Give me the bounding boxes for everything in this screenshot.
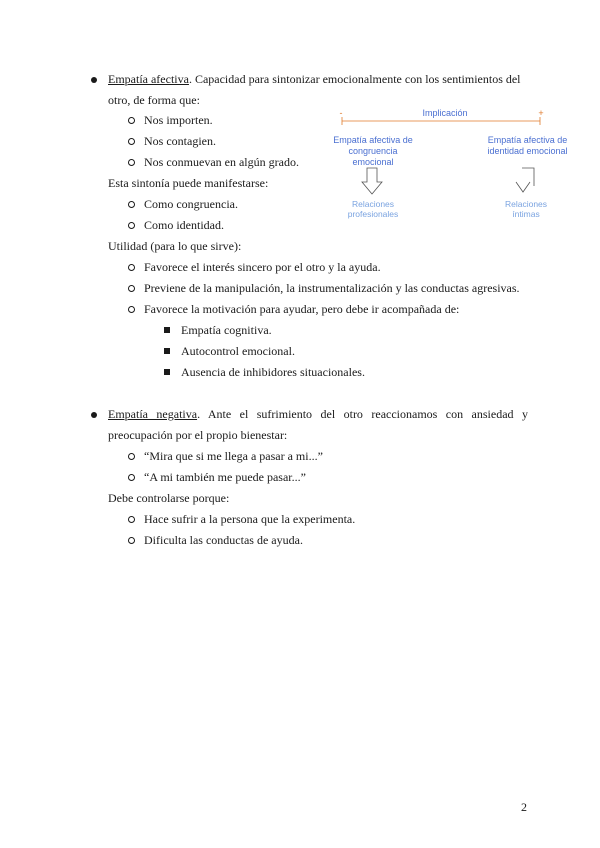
- right-title: Empatía afectiva de identidad emocional: [487, 135, 568, 156]
- bullet-circle: [128, 159, 135, 166]
- quote-item: “Mira que si me llega a pasar a mi...”: [144, 449, 323, 463]
- bullet-circle: [128, 537, 135, 544]
- axis-minus: -: [339, 108, 343, 118]
- bullet-circle: [128, 264, 135, 271]
- utilidad-item: Favorece el interés sincero por el otro y la ayuda.: [144, 260, 381, 274]
- left-result: Relaciones profesionales: [347, 199, 399, 219]
- section2-intro-line2: preocupación por el propio bienestar:: [108, 428, 288, 442]
- bullet-circle: [128, 285, 135, 292]
- axis-plus: +: [538, 108, 544, 118]
- page-number: 2: [521, 800, 527, 814]
- controlar-label: Debe controlarse porque:: [108, 491, 230, 505]
- sintonia-item: Como congruencia.: [144, 197, 238, 211]
- bullet-circle: [128, 117, 135, 124]
- bullet-circle: [128, 474, 135, 481]
- bullet-circle: [128, 201, 135, 208]
- bullet-square: [164, 348, 170, 354]
- utilidad-item: Previene de la manipulación, la instrumentalización y las conductas agresivas.: [144, 281, 520, 295]
- effect-item: Nos conmuevan en algún grado.: [144, 155, 299, 169]
- term-empatia-afectiva: Empatía afectiva: [108, 72, 189, 86]
- down-arrow-icon: [362, 168, 382, 194]
- effect-item: Nos contagien.: [144, 134, 216, 148]
- bullet-square: [164, 369, 170, 375]
- controlar-item: Dificulta las conductas de ayuda.: [144, 533, 303, 547]
- bullet-circle: [128, 138, 135, 145]
- bullet-square: [164, 327, 170, 333]
- requisito-item: Empatía cognitiva.: [181, 323, 272, 337]
- right-result: Relaciones íntimas: [504, 199, 548, 219]
- bullet-circle: [128, 222, 135, 229]
- effect-item: Nos importen.: [144, 113, 213, 127]
- left-title: Empatía afectiva de congruencia emocional: [333, 135, 413, 167]
- section1-intro: Empatía afectiva. Capacidad para sintonizar emocionalmente con los sentimientos del: [108, 72, 521, 86]
- bullet-circle: [128, 306, 135, 313]
- quote-item: “A mi también me puede pasar...”: [144, 470, 306, 484]
- bracket-arrow-icon: [522, 168, 534, 186]
- bullet-circle: [128, 516, 135, 523]
- sintonia-label: Esta sintonía puede manifestarse:: [108, 176, 269, 190]
- utilidad-item: Favorece la motivación para ayudar, pero debe ir acompañada de:: [144, 302, 460, 316]
- term-empatia-negativa: Empatía negativa: [108, 407, 198, 421]
- section2-intro: Empatía negativa. Ante el sufrimiento del otro reaccionamos con ansiedad y: [108, 407, 528, 421]
- requisito-item: Ausencia de inhibidores situacionales.: [181, 365, 365, 379]
- sintonia-item: Como identidad.: [144, 218, 224, 232]
- bullet-dot: [91, 77, 97, 83]
- axis-label: Implicación: [410, 108, 480, 119]
- section1-intro-line2: otro, de forma que:: [108, 93, 200, 107]
- requisito-item: Autocontrol emocional.: [181, 344, 295, 358]
- bullet-circle: [128, 453, 135, 460]
- controlar-item: Hace sufrir a la persona que la experimenta.: [144, 512, 356, 526]
- utilidad-label: Utilidad (para lo que sirve):: [108, 239, 242, 253]
- bullet-dot: [91, 412, 97, 418]
- implicacion-diagram: [330, 106, 575, 226]
